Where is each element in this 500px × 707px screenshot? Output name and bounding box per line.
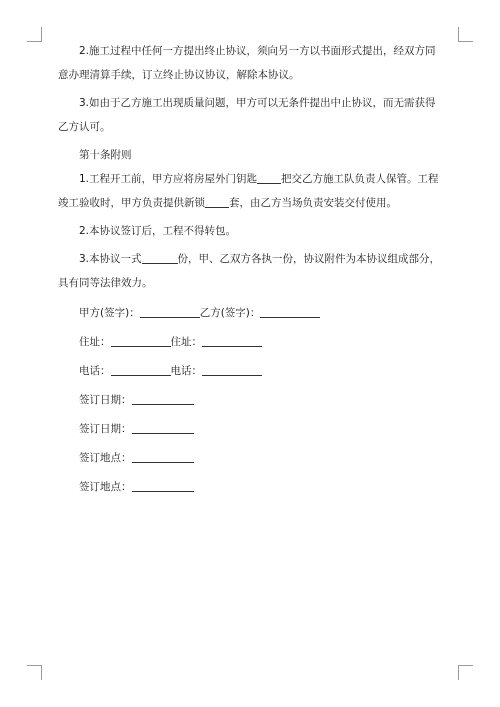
corner-mark-bottom-left xyxy=(27,665,42,680)
date-a-blank xyxy=(132,393,194,405)
address-row xyxy=(58,328,444,357)
date-b-blank xyxy=(132,422,194,434)
corner-mark-bottom-right xyxy=(458,665,473,680)
party-a-blank xyxy=(140,306,200,318)
document-body xyxy=(58,39,444,502)
date-row-b xyxy=(58,415,444,444)
address-a-blank xyxy=(111,335,171,347)
blank-keys xyxy=(257,172,281,184)
date-b-label: 签订日期： xyxy=(79,423,132,435)
party-b-blank xyxy=(260,306,320,318)
phone-row xyxy=(58,357,444,386)
clause-copies-text-1: 3.本协议一式 xyxy=(79,253,142,265)
place-b-blank xyxy=(132,480,194,492)
place-a-label: 签订地点： xyxy=(79,452,132,464)
place-row-a xyxy=(58,444,444,473)
date-a-label: 签订日期： xyxy=(79,394,132,406)
section-title: 第十条附则 xyxy=(79,149,132,161)
blank-copies xyxy=(142,252,178,264)
clause-copies-text-2: 份，甲、乙双方各执一份，协议附件为本协议组成部分，具有同等法律效力。 xyxy=(58,253,441,289)
place-b-label: 签订地点： xyxy=(79,481,132,493)
clause-keys xyxy=(58,167,444,215)
phone-a-label: 电话： xyxy=(79,365,111,377)
date-row-a xyxy=(58,386,444,415)
corner-mark-top-left xyxy=(27,27,42,42)
place-row-b xyxy=(58,473,444,502)
party-a-label: 甲方(签字)： xyxy=(79,307,140,319)
signature-row xyxy=(58,299,444,328)
phone-b-label: 电话： xyxy=(170,365,202,377)
address-a-label: 住址： xyxy=(79,336,111,348)
phone-a-blank xyxy=(111,364,171,376)
clause-quality: 3.如由于乙方施工出现质量问题，甲方可以无条件提出中止协议，而无需获得乙方认可。 xyxy=(58,97,436,133)
clause-keys-text-3: 套，由乙方当场负责安装交付使用。 xyxy=(229,197,397,209)
clause-termination: 2.施工过程中任何一方提出终止协议，须向另一方以书面形式提出，经双方同意办理清算手续，订立终止协议协议，解除本协议。 xyxy=(58,45,436,81)
address-b-label: 住址： xyxy=(170,336,202,348)
address-b-blank xyxy=(202,335,262,347)
phone-b-blank xyxy=(202,364,262,376)
blank-locks xyxy=(205,196,229,208)
corner-mark-top-right xyxy=(458,27,473,42)
clause-copies xyxy=(58,247,444,295)
clause-keys-text-2: 把交乙方施工队负责人保管。工程竣工验收时，甲方负责提供新锁 xyxy=(58,173,439,209)
party-b-label: 乙方(签字)： xyxy=(199,307,261,319)
clause-no-subcontract: 2.本协议签订后，工程不得转包。 xyxy=(79,225,237,237)
place-a-blank xyxy=(132,451,194,463)
clause-keys-text-1: 1.工程开工前，甲方应将房屋外门钥匙 xyxy=(79,173,258,185)
